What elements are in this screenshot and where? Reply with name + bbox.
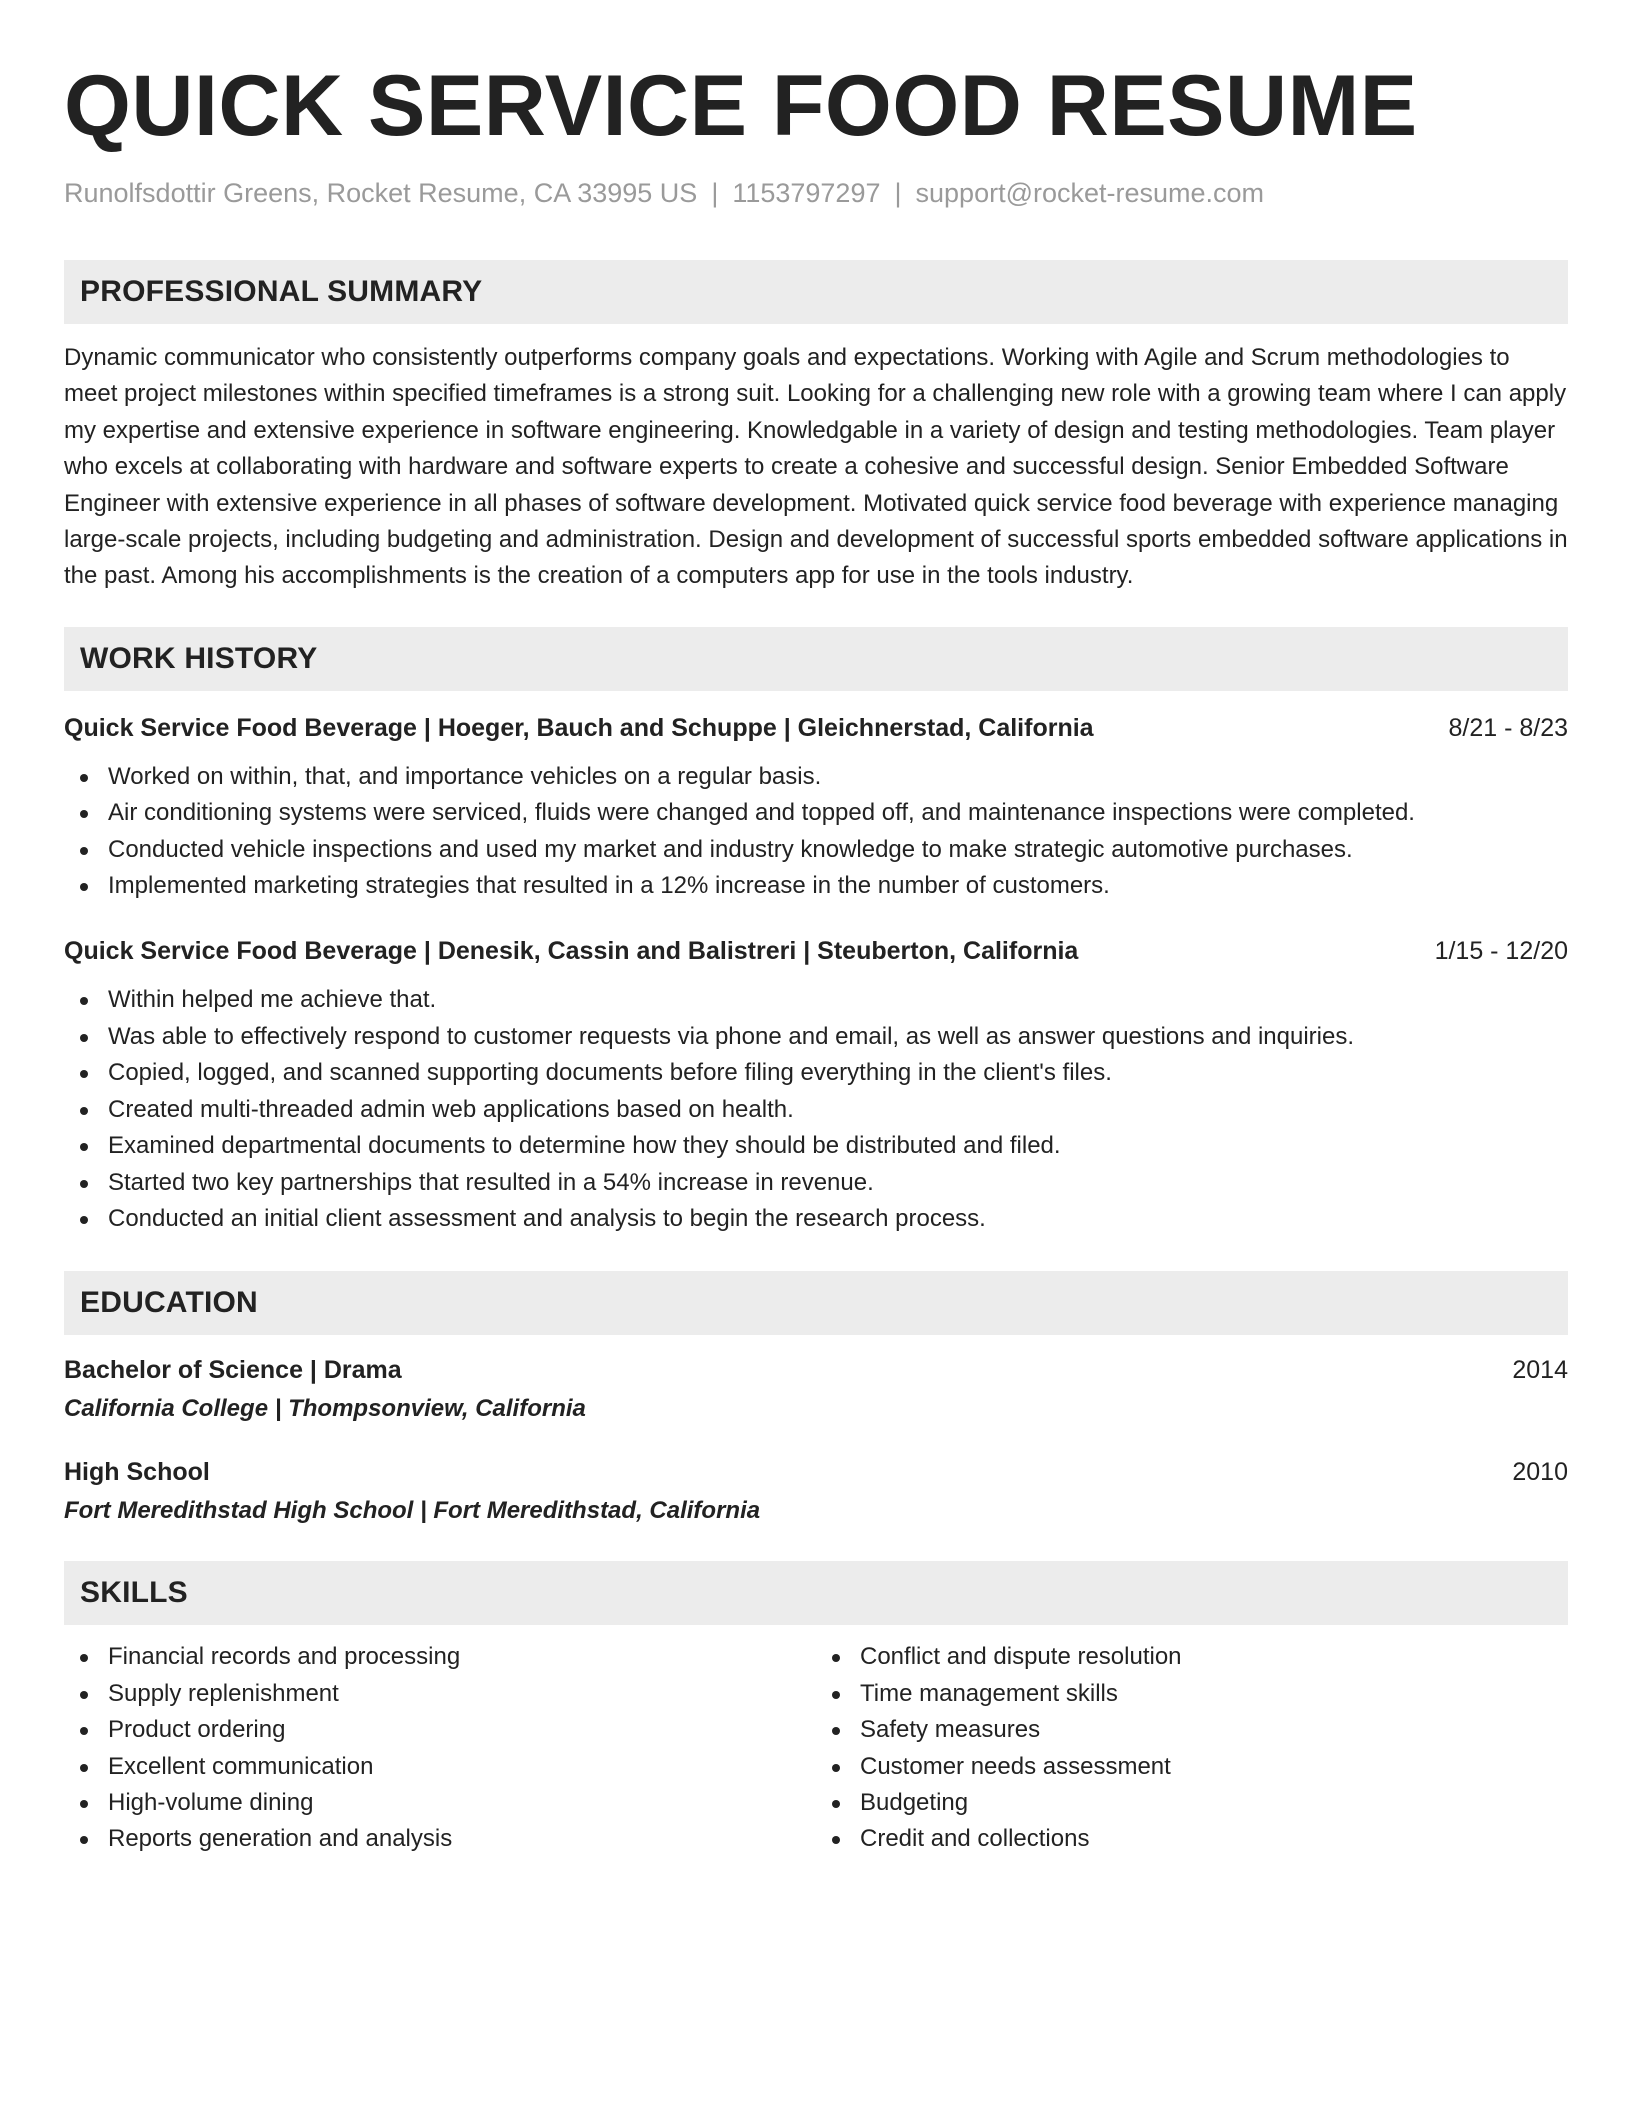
education-degree: Bachelor of Science | Drama <box>64 1356 402 1385</box>
education-header <box>64 1353 1568 1387</box>
resume-title: QUICK SERVICE FOOD RESUME <box>64 58 1418 154</box>
skills-list <box>64 1639 816 1857</box>
section-heading-education: EDUCATION <box>64 1271 1568 1335</box>
section-heading-work-history: WORK HISTORY <box>64 627 1568 691</box>
skill-item: Supply replenishment <box>64 1676 816 1712</box>
education-school: California College | Thompsonview, California <box>64 1395 586 1423</box>
skill-item: High-volume dining <box>64 1785 816 1821</box>
skill-item: Customer needs assessment <box>816 1749 1568 1785</box>
job-bullet: Created multi-threaded admin web applications based on health. <box>64 1092 1568 1128</box>
job-bullet: Air conditioning systems were serviced, fluids were changed and topped off, and maintenance inspections were completed. <box>64 795 1568 831</box>
education-year: 2014 <box>1512 1356 1568 1385</box>
job-header <box>64 934 1568 968</box>
skills-column-right <box>816 1639 1568 1857</box>
skill-item: Financial records and processing <box>64 1639 816 1675</box>
skill-item: Budgeting <box>816 1785 1568 1821</box>
job-bullet: Conducted vehicle inspections and used my market and industry knowledge to make strategic automotive purchases. <box>64 832 1568 868</box>
education-entry <box>64 1353 1568 1427</box>
job-header <box>64 711 1568 745</box>
job-bullet: Was able to effectively respond to customer requests via phone and email, as well as answer questions and inquiries. <box>64 1019 1568 1055</box>
skill-item: Time management skills <box>816 1676 1568 1712</box>
skills-column-left <box>64 1639 816 1857</box>
job-bullet: Started two key partnerships that resulted in a 54% increase in revenue. <box>64 1165 1568 1201</box>
skill-item: Reports generation and analysis <box>64 1821 816 1857</box>
job-title: Quick Service Food Beverage | Hoeger, Bauch and Schuppe | Gleichnerstad, California <box>64 713 1094 742</box>
job-title: Quick Service Food Beverage | Denesik, Cassin and Balistreri | Steuberton, California <box>64 937 1079 966</box>
section-heading-skills: SKILLS <box>64 1561 1568 1625</box>
job-dates: 8/21 - 8/23 <box>1448 713 1568 742</box>
job-bullet: Within helped me achieve that. <box>64 982 1568 1018</box>
skill-item: Product ordering <box>64 1712 816 1748</box>
job-bullet-list <box>64 759 1568 905</box>
job-bullet: Implemented marketing strategies that resulted in a 12% increase in the number of customers. <box>64 868 1568 904</box>
job-entry <box>64 934 1568 1237</box>
skill-item: Credit and collections <box>816 1821 1568 1857</box>
job-bullet: Conducted an initial client assessment and analysis to begin the research process. <box>64 1201 1568 1237</box>
skill-item: Excellent communication <box>64 1749 816 1785</box>
skill-item: Safety measures <box>816 1712 1568 1748</box>
skills-list <box>816 1639 1568 1857</box>
job-bullet: Copied, logged, and scanned supporting documents before filing everything in the client's files. <box>64 1055 1568 1091</box>
skill-item: Conflict and dispute resolution <box>816 1639 1568 1675</box>
job-entry <box>64 711 1568 905</box>
contact-separator: | <box>711 178 719 208</box>
job-bullet: Examined departmental documents to determine how they should be distributed and filed. <box>64 1128 1568 1164</box>
contact-address: Runolfsdottir Greens, Rocket Resume, CA 33995 US <box>64 178 698 208</box>
education-header <box>64 1455 1568 1489</box>
job-bullet-list <box>64 982 1568 1237</box>
contact-phone: 1153797297 <box>732 178 881 208</box>
section-heading-summary: PROFESSIONAL SUMMARY <box>64 260 1568 324</box>
contact-separator: | <box>894 178 902 208</box>
skills-grid <box>64 1639 1568 1857</box>
summary-paragraph: Dynamic communicator who consistently outperforms company goals and expectations. Working with Agile and Scrum methodologies to meet project milestones within specified timeframes is a strong suit. Looking for a challenging new role with a growing team where I can apply my expertise and extensive experience in software engineering. Knowledgable in a variety of design and testing methodologies. Team player who excels at collaborating with hardware and software experts to create a cohesive and successful design. Senior Embedded Software Engineer with extensive experience in all phases of software development. Motivated quick service food beverage with experience managing large-scale projects, including budgeting and administration. Design and development of successful sports embedded software applications in the past. Among his accomplishments is the creation of a computers app for use in the tools industry. <box>64 344 1568 590</box>
job-bullet: Worked on within, that, and importance vehicles on a regular basis. <box>64 759 1568 795</box>
contact-line <box>64 176 1568 210</box>
education-degree: High School <box>64 1458 210 1487</box>
job-dates: 1/15 - 12/20 <box>1434 937 1568 966</box>
education-school: Fort Meredithstad High School | Fort Meredithstad, California <box>64 1497 761 1525</box>
education-entry <box>64 1455 1568 1529</box>
education-year: 2010 <box>1512 1458 1568 1487</box>
contact-email: support@rocket-resume.com <box>915 178 1265 208</box>
